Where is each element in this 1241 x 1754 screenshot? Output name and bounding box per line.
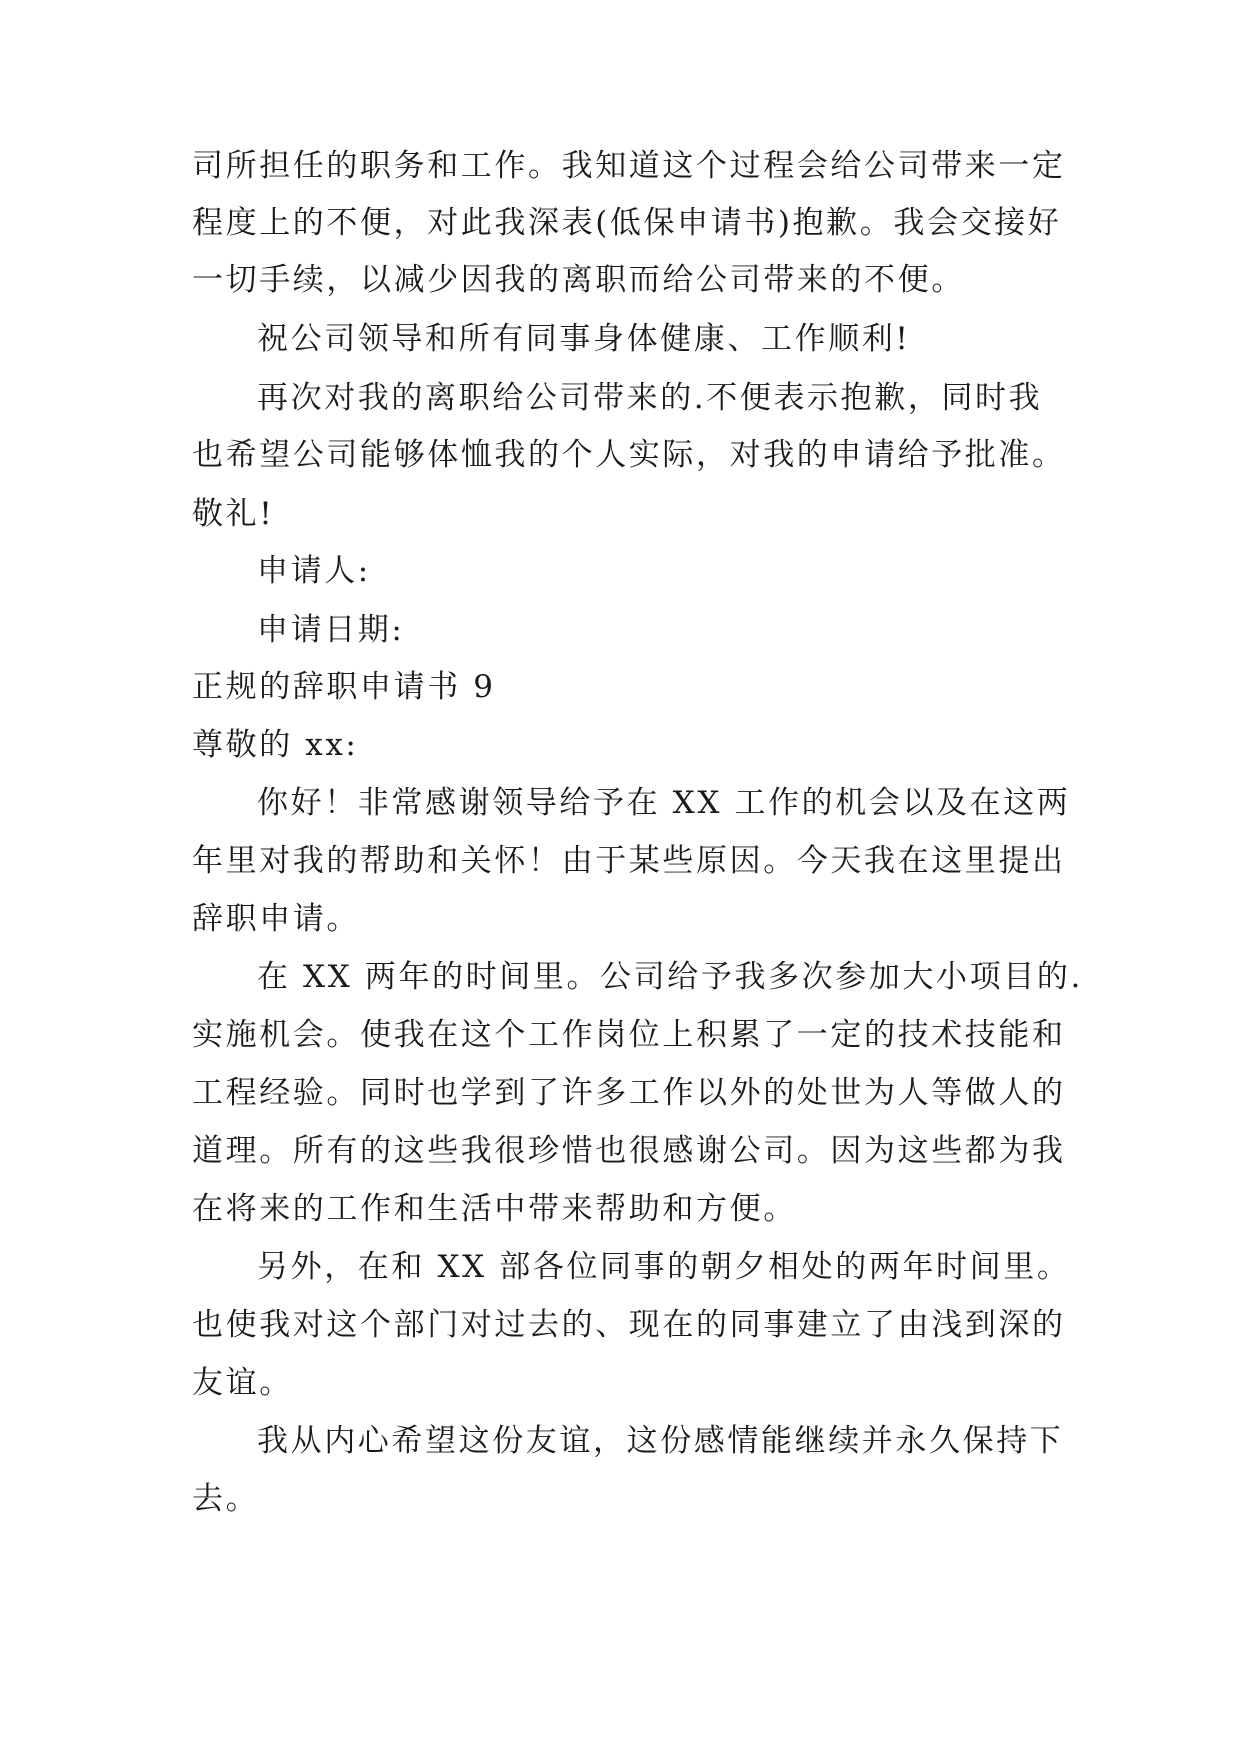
paragraph-start: 我从内心希望这份友谊，这份感情能继续并永久保持下 [257,1423,1064,1459]
paragraph-start: 再次对我的离职给公司带来的.不便表示抱歉，同时我 [257,380,1043,416]
text-line: 实施机会。使我在这个工作岗位上积累了一定的技术技能和 [192,1017,1066,1053]
text-line: 一切手续，以减少因我的离职而给公司带来的不便。 [192,262,965,298]
text-line: 去。 [192,1481,260,1517]
text-line: 程度上的不便，对此我深表(低保申请书)抱歉。我会交接好 [192,205,1062,241]
text-line: 辞职申请。 [192,901,360,937]
applicant-label: 申请人: [257,553,371,589]
text-line: 年里对我的帮助和关怀！由于某些原因。今天我在这里提出 [192,843,1066,879]
text-line: 也希望公司能够体恤我的个人实际，对我的申请给予批准。 [192,437,1066,473]
paragraph-start: 你好！非常感谢领导给予在 XX 工作的机会以及在这两 [257,785,1071,821]
application-date-label: 申请日期: [257,612,405,648]
paragraph-start: 另外，在和 XX 部各位同事的朝夕相处的两年时间里。 [257,1249,1071,1285]
text-line: 司所担任的职务和工作。我知道这个过程会给公司带来一定 [192,148,1066,184]
section-title: 正规的辞职申请书 9 [192,669,496,705]
paragraph-start: 在 XX 两年的时间里。公司给予我多次参加大小项目的. [257,959,1083,995]
paragraph-start: 祝公司领导和所有同事身体健康、工作顺利! [257,321,911,357]
text-line: 道理。所有的这些我很珍惜也很感谢公司。因为这些都为我 [192,1133,1066,1169]
text-line: 也使我对这个部门对过去的、现在的同事建立了由浅到深的 [192,1307,1066,1343]
text-line: 在将来的工作和生活中带来帮助和方便。 [192,1191,797,1227]
text-line: 友谊。 [192,1365,293,1401]
salutation: 尊敬的 xx: [192,727,359,763]
text-line: 工程经验。同时也学到了许多工作以外的处世为人等做人的 [192,1075,1066,1111]
closing-salutation: 敬礼! [192,496,275,532]
